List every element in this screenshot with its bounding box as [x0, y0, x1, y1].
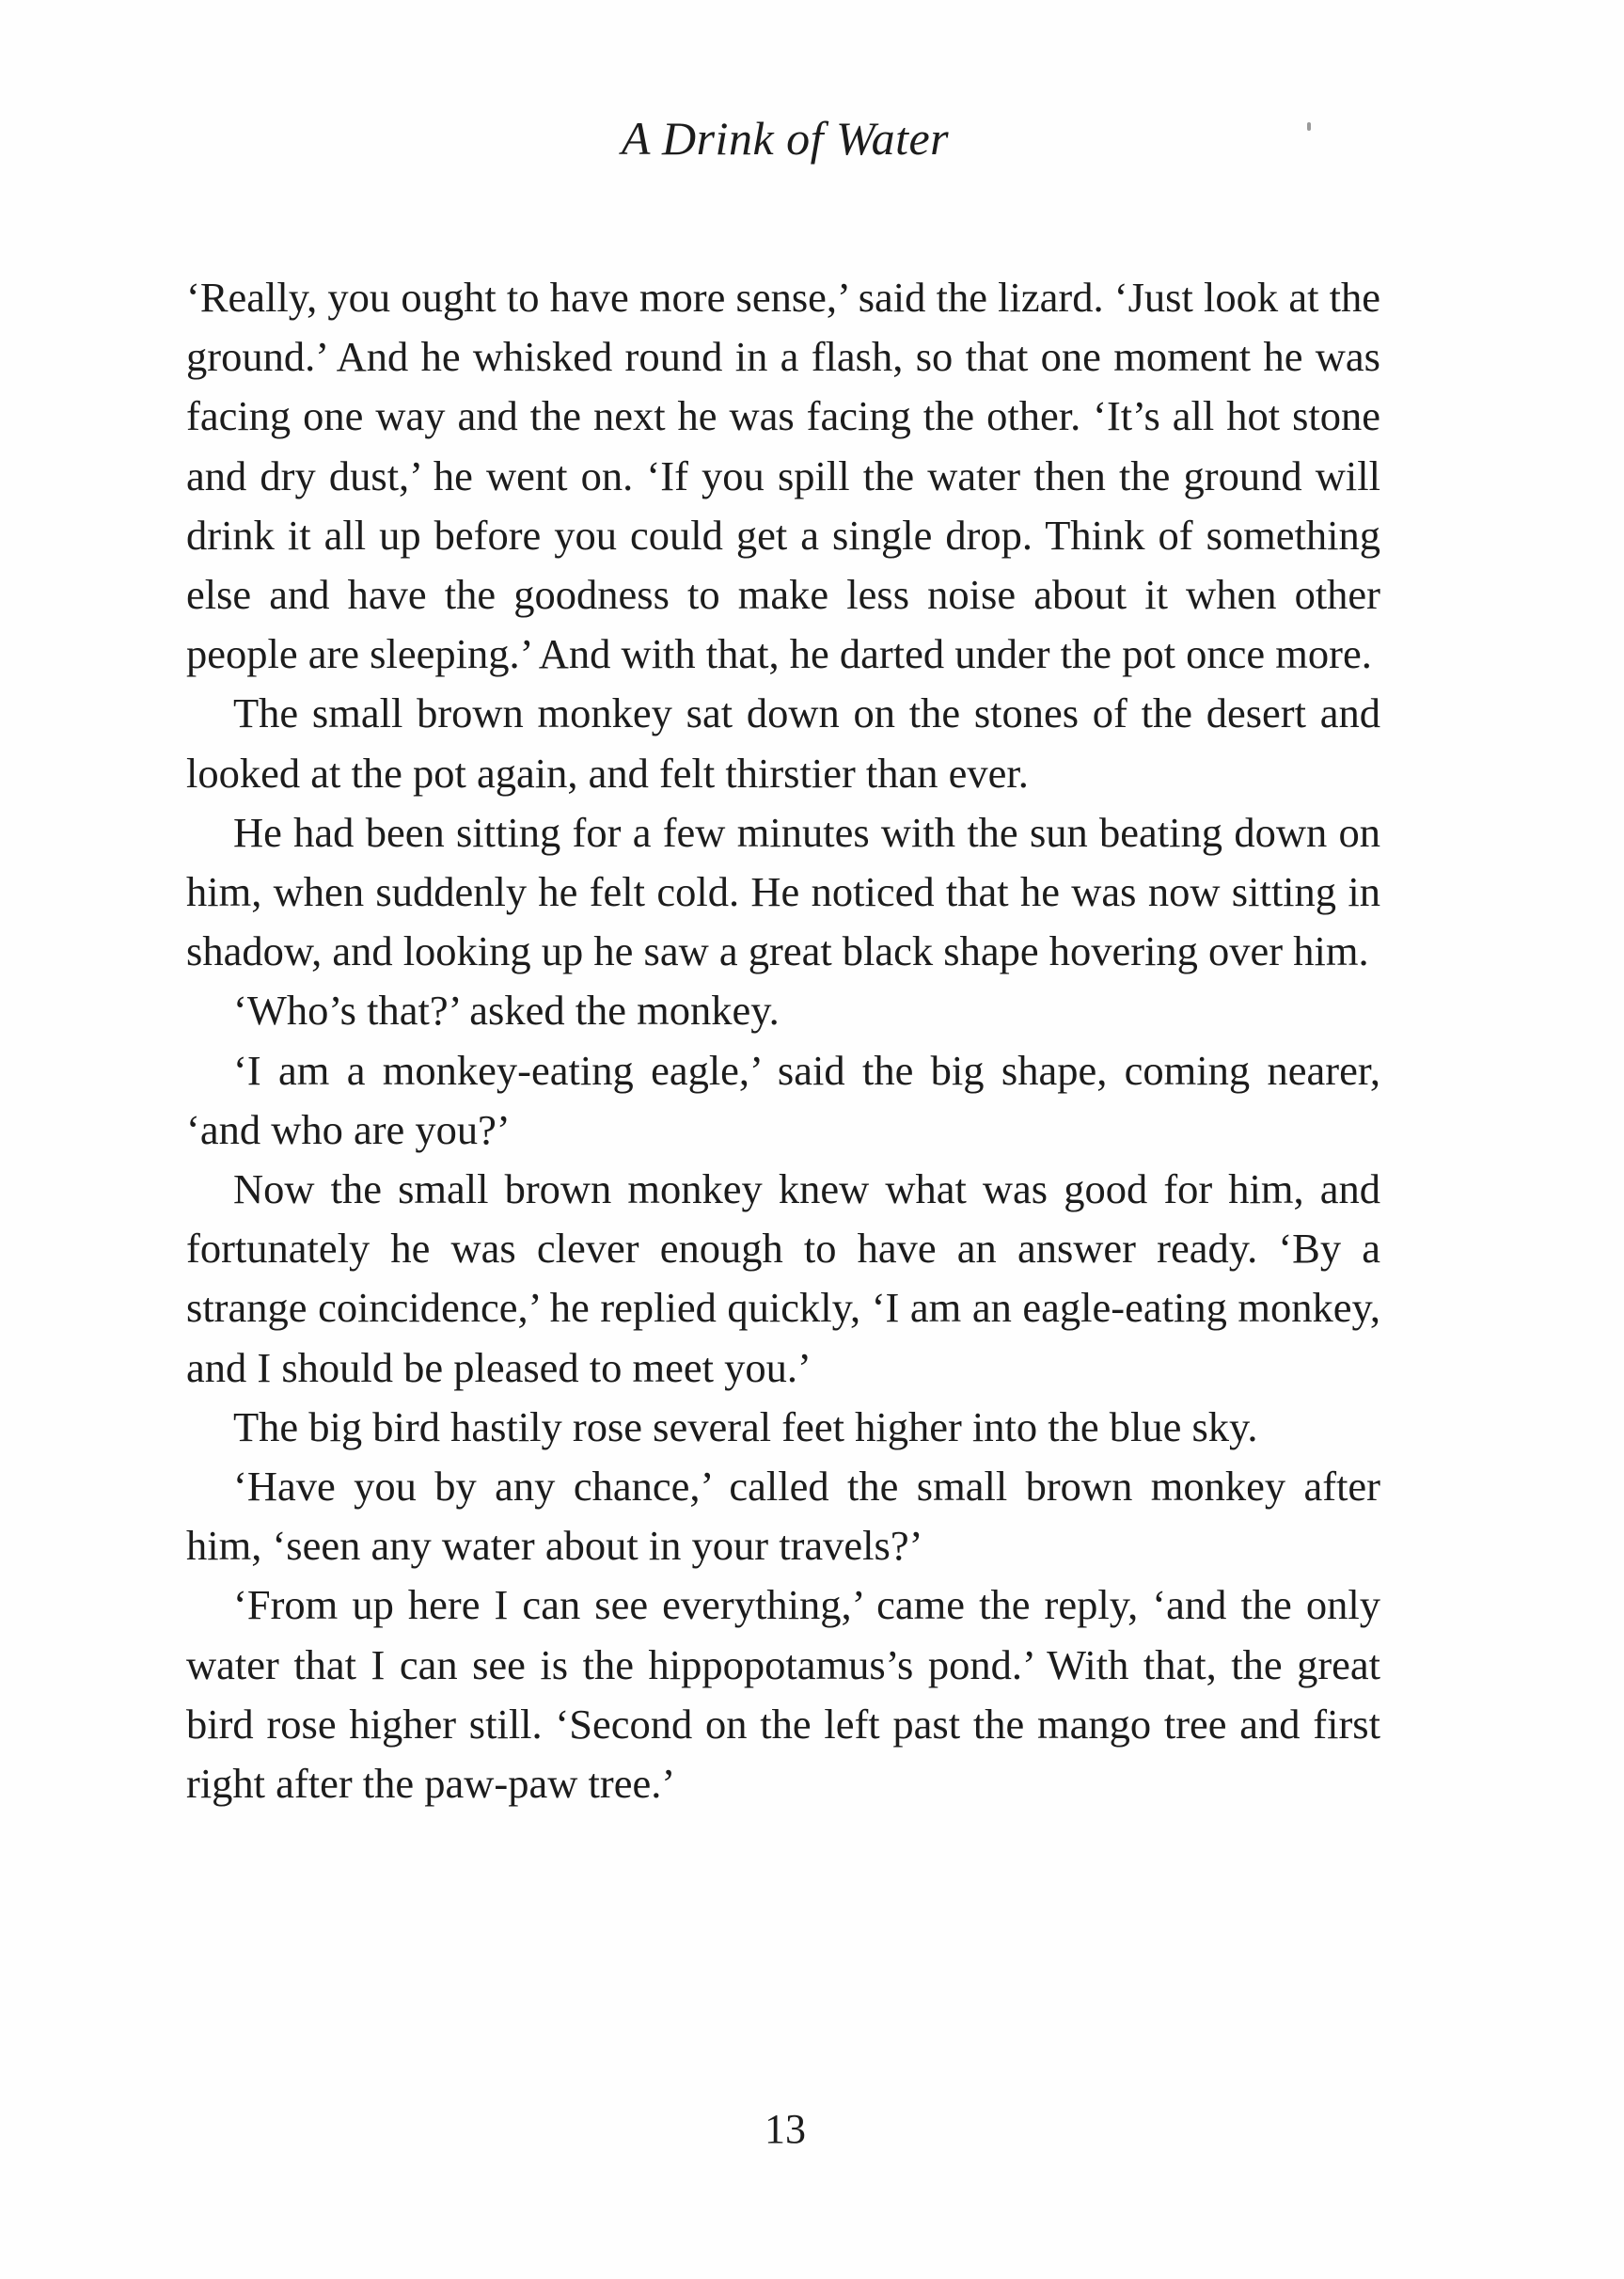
paragraph-4: ‘Who’s that?’ asked the monkey. — [233, 987, 780, 1035]
paragraph-1: ‘Really, you ought to have more sense,’ said the lizard. ‘Just look at the ground.’ And he whisked round in a flash, so that one moment he was facing one way and the next he was facing the other. ‘It’s all hot stone and dry dust,’ he went on. ‘If you spill the water then the ground will drink it all up before you could get a single drop. Think of something else and have the goodness to make less noise about it when other people are sleeping.’ And with that, he darted under the pot once more. — [186, 274, 1380, 678]
running-head: A Drink of Water — [621, 112, 950, 165]
paragraph-5: ‘I am a monkey-eating eagle,’ said the big shape, coming nearer, ‘and who are you?’ — [186, 1046, 1380, 1153]
paragraph-7: The big bird hastily rose several feet higher into the blue sky. — [233, 1402, 1258, 1450]
paragraph-2: The small brown monkey sat down on the stones of the desert and looked at the pot again, and felt thirstier than ever. — [186, 689, 1380, 797]
paragraph-6: Now the small brown monkey knew what was good for him, and fortunately he was clever enough to have an answer ready. ‘By a strange coincidence,’ he replied quickly, ‘I am an eagle-eating monkey, and I should be pleased to meet you.’ — [186, 1165, 1380, 1391]
page-number: 13 — [765, 2106, 806, 2152]
paragraph-8: ‘Have you by any chance,’ called the small brown monkey after him, ‘seen any water about in your travels?’ — [186, 1463, 1380, 1570]
paragraph-3: He had been sitting for a few minutes with the sun beating down on him, when suddenly he felt cold. He noticed that he was now sitting in shadow, and looking up he saw a great black shape hovering over him. — [186, 808, 1380, 975]
body-text — [186, 268, 1380, 1813]
paragraph-9: ‘From up here I can see everything,’ came the reply, ‘and the only water that I can see is the hippopotamus’s pond.’ With that, the great bird rose higher still. ‘Second on the left past the mango tree and first right after the paw-paw tree.’ — [186, 1581, 1380, 1808]
